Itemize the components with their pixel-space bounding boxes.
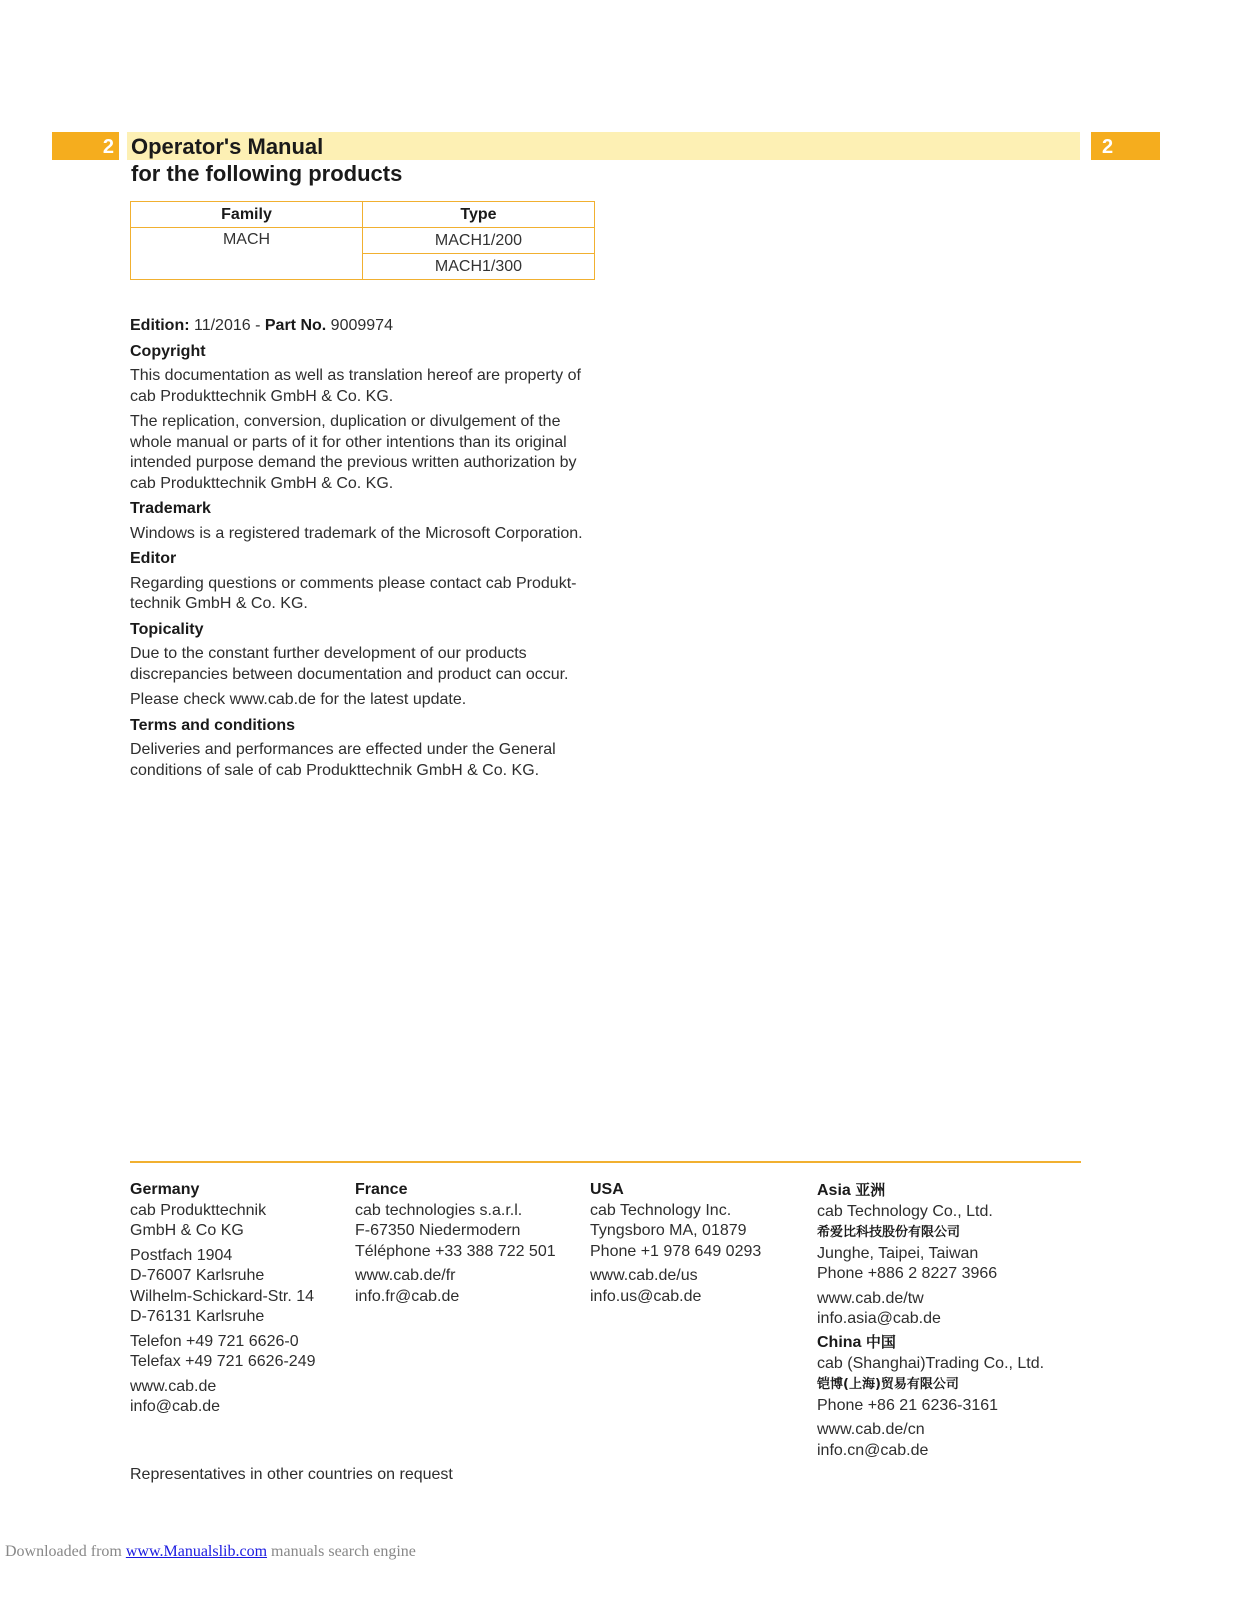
part-label: Part No. [264, 317, 327, 334]
edition-line [130, 316, 600, 337]
phone-line: Téléphone +33 388 722 501 [355, 1242, 556, 1260]
paragraph: Due to the constant further development of our products discrepancies between documentation and product can occur. [130, 645, 569, 683]
download-footer [5, 1543, 416, 1561]
download-prefix: Downloaded from [5, 1543, 122, 1560]
download-suffix: manuals search engine [271, 1543, 416, 1560]
paragraph: Deliveries and performances are effected under the General conditions of sale of cab Produkttechnik GmbH & Co. KG. [130, 741, 556, 779]
edition-value: 11/2016 - [194, 317, 261, 334]
address-line: cab (Shanghai)Trading Co., Ltd. [817, 1354, 1045, 1372]
section-heading-terms: Terms and conditions [130, 716, 296, 734]
paragraph: Please check www.cab.de for the latest update. [130, 691, 467, 708]
address-details [355, 1201, 585, 1263]
address-heading: Germany [130, 1181, 200, 1198]
address-line: D-76131 Karlsruhe [130, 1308, 265, 1325]
footer-note: Representatives in other countries on request [130, 1466, 453, 1483]
website-link[interactable]: www.cab.de [130, 1377, 217, 1395]
table-row [131, 228, 595, 254]
address-web [355, 1266, 585, 1307]
email-link[interactable]: info.us@cab.de [590, 1287, 702, 1305]
address-usa [590, 1180, 810, 1311]
address-line: cab Produkttechnik [130, 1201, 267, 1219]
address-web [817, 1420, 1077, 1461]
website-link[interactable]: www.cab.de/fr [355, 1267, 456, 1284]
paragraph: This documentation as well as translation hereof are property of cab Produkttechnik GmbH & Co. KG. [130, 367, 581, 405]
address-china [817, 1332, 1077, 1465]
section-heading-topicality: Topicality [130, 620, 204, 638]
address-line: cab Technology Co., Ltd. [817, 1202, 993, 1220]
address-line-cjk: 希爱比科技股份有限公司 [817, 1225, 961, 1240]
section-heading-editor: Editor [130, 550, 177, 567]
address-web [817, 1289, 1077, 1330]
column-header-type: Type [363, 202, 595, 228]
address-company [130, 1201, 350, 1242]
page-title: Operator's Manual [131, 134, 324, 159]
family-cell: MACH [131, 228, 363, 280]
address-line: GmbH & Co KG [130, 1222, 244, 1239]
paragraph: Windows is a registered trademark of the Microsoft Corporation. [130, 524, 583, 542]
phone-line: Phone +1 978 649 0293 [590, 1242, 762, 1260]
document-body [130, 316, 600, 786]
address-france [355, 1180, 585, 1311]
address-heading-cjk: 中国 [865, 1333, 896, 1351]
edition-label: Edition: [130, 317, 190, 334]
products-table [130, 201, 595, 280]
section-heading-trademark: Trademark [130, 500, 211, 517]
address-heading [817, 1332, 1077, 1354]
address-web [590, 1266, 810, 1307]
address-heading-text: Asia [817, 1182, 851, 1199]
type-cell: MACH1/300 [363, 254, 595, 280]
table-header-row [131, 202, 595, 228]
address-heading-text: China [817, 1334, 862, 1351]
column-header-family: Family [131, 202, 363, 228]
address-details [817, 1202, 1077, 1285]
website-link[interactable]: www.cab.de/cn [817, 1421, 925, 1438]
type-cell: MACH1/200 [363, 228, 595, 254]
address-asia [817, 1180, 1077, 1334]
address-heading-cjk: 亚洲 [855, 1181, 886, 1199]
address-line: cab technologies s.a.r.l. [355, 1201, 523, 1219]
footer-divider [130, 1161, 1081, 1163]
address-phones [130, 1332, 350, 1373]
page-subtitle: for the following products [131, 161, 403, 186]
address-heading: USA [590, 1181, 624, 1198]
phone-line: Telefon +49 721 6626-0 [130, 1332, 299, 1350]
email-link[interactable]: info.fr@cab.de [355, 1287, 460, 1305]
website-link[interactable]: www.cab.de/us [590, 1267, 698, 1284]
paragraph: Regarding questions or comments please contact cab Produkt-technik GmbH & Co. KG. [130, 574, 577, 612]
page-number-right: 2 [1091, 132, 1160, 160]
address-line: cab Technology Inc. [590, 1201, 732, 1219]
part-value: 9009974 [330, 317, 393, 334]
website-link[interactable]: www.cab.de/tw [817, 1289, 924, 1307]
address-line: Junghe, Taipei, Taiwan [817, 1244, 979, 1262]
address-postal [130, 1246, 350, 1328]
section-heading-copyright: Copyright [130, 342, 206, 360]
page-number-left: 2 [52, 132, 119, 160]
manualslib-link[interactable]: www.Manualslib.com [125, 1543, 268, 1560]
address-line: D-76007 Karlsruhe [130, 1267, 265, 1284]
email-link[interactable]: info.asia@cab.de [817, 1310, 941, 1327]
email-link[interactable]: info.cn@cab.de [817, 1441, 929, 1459]
email-link[interactable]: info@cab.de [130, 1398, 221, 1415]
address-details [817, 1354, 1077, 1417]
address-line: Tyngsboro MA, 01879 [590, 1222, 747, 1239]
address-line-cjk: 铠博(上海)贸易有限公司 [817, 1377, 959, 1392]
address-line: Postfach 1904 [130, 1246, 233, 1264]
phone-line: Telefax +49 721 6626-249 [130, 1353, 316, 1370]
address-line: F-67350 Niedermodern [355, 1222, 521, 1239]
phone-line: Phone +886 2 8227 3966 [817, 1265, 998, 1282]
address-germany [130, 1180, 350, 1422]
address-line: Wilhelm-Schickard-Str. 14 [130, 1287, 315, 1305]
address-heading [817, 1180, 1077, 1202]
address-details [590, 1201, 810, 1263]
paragraph: The replication, conversion, duplication or divulgement of the whole manual or parts of it for other intentions than its original intended purpose demand the previous written authorization by cab Produkttechnik GmbH & Co. KG. [130, 413, 577, 492]
address-heading: France [355, 1181, 408, 1198]
phone-line: Phone +86 21 6236-3161 [817, 1396, 999, 1414]
address-web [130, 1377, 350, 1418]
